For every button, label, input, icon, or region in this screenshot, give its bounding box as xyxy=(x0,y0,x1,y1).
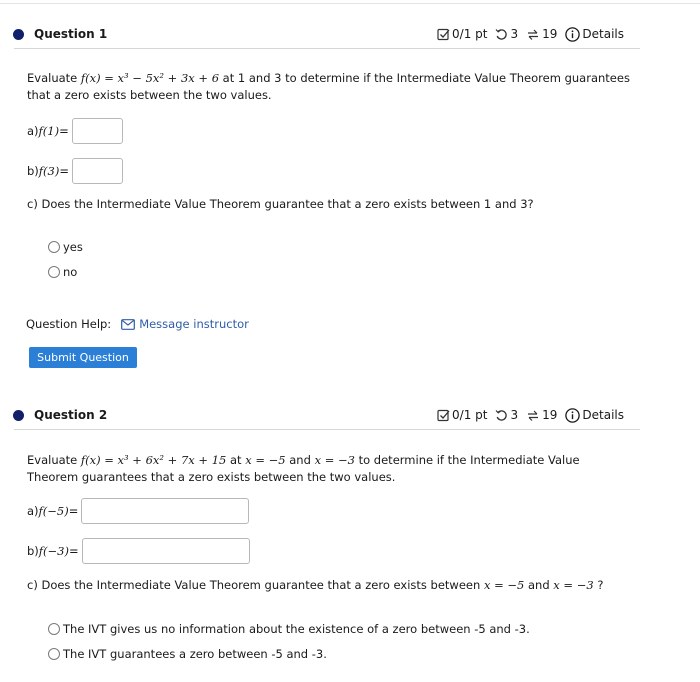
question-2-part-a xyxy=(27,498,249,524)
option-label: no xyxy=(63,265,78,279)
answer-input-a[interactable] xyxy=(81,498,249,524)
question-meta xyxy=(437,408,624,423)
question-2-part-c xyxy=(27,577,603,594)
radio-button[interactable] xyxy=(48,623,60,635)
retries-count: 3 xyxy=(510,408,519,422)
question-1-prompt xyxy=(27,70,630,87)
part-expression: f(−3) xyxy=(38,544,69,558)
equals-sign: = xyxy=(68,504,79,518)
question-2-part-b xyxy=(27,538,250,564)
details-link[interactable]: Details xyxy=(582,27,624,41)
question-2-header xyxy=(0,400,640,430)
mail-icon[interactable] xyxy=(121,319,135,330)
score-text: 0/1 pt xyxy=(452,408,488,422)
option-yes[interactable] xyxy=(48,240,83,254)
score-checkbox-icon xyxy=(437,409,450,422)
prompt-text: to determine if the Intermediate Value xyxy=(354,453,580,467)
answer-input-a[interactable] xyxy=(72,118,123,144)
top-divider xyxy=(0,3,700,4)
answer-input-b[interactable] xyxy=(82,538,250,564)
question-2-prompt-line2: Theorem guarantees that a zero exists between the two values. xyxy=(27,470,396,484)
part-label: a) xyxy=(27,124,39,138)
message-instructor-link[interactable]: Message instructor xyxy=(139,317,249,331)
equals-sign: = xyxy=(59,124,69,138)
radio-button[interactable] xyxy=(48,648,60,660)
header-divider xyxy=(14,48,640,49)
attempts-count: 19 xyxy=(542,408,558,422)
prompt-text: and xyxy=(285,453,315,467)
question-bullet-icon xyxy=(13,29,24,40)
header-divider xyxy=(14,429,640,430)
equals-sign: = xyxy=(59,164,69,178)
answer-input-b[interactable] xyxy=(72,158,123,184)
prompt-text: and xyxy=(524,578,554,592)
question-title: Question 2 xyxy=(34,408,108,422)
part-label: b) xyxy=(27,544,39,558)
option-no-information[interactable] xyxy=(48,622,530,636)
retries-count: 3 xyxy=(510,27,519,41)
function-expression: f(x) = x³ + 6x² + 7x + 15 xyxy=(80,453,227,467)
question-1-header xyxy=(0,19,640,49)
part-label: a) xyxy=(27,504,39,518)
question-1-part-b xyxy=(27,158,123,184)
prompt-text: Evaluate xyxy=(27,71,81,85)
retry-icon xyxy=(495,28,508,41)
equals-sign: = xyxy=(68,544,79,558)
part-expression: f(3) xyxy=(38,164,60,178)
question-1-part-c: c) Does the Intermediate Value Theorem guarantee that a zero exists between 1 and 3? xyxy=(27,197,534,211)
option-guarantees-zero[interactable] xyxy=(48,647,327,661)
question-meta xyxy=(437,27,624,42)
x-value-1: x = −5 xyxy=(245,453,286,467)
attempts-count: 19 xyxy=(542,27,558,41)
prompt-text: at xyxy=(226,453,246,467)
question-1-part-a xyxy=(27,118,123,144)
option-no[interactable] xyxy=(48,265,77,279)
details-link[interactable]: Details xyxy=(582,408,624,422)
question-help xyxy=(26,317,249,331)
question-1-prompt-line2: that a zero exists between the two values. xyxy=(27,88,272,102)
x-value-2: x = −3 xyxy=(314,453,355,467)
part-expression: f(1) xyxy=(38,124,60,138)
info-icon[interactable] xyxy=(565,27,580,42)
radio-button[interactable] xyxy=(48,241,60,253)
option-label: The IVT guarantees a zero between -5 and -3. xyxy=(63,647,327,661)
radio-button[interactable] xyxy=(48,266,60,278)
part-expression: f(−5) xyxy=(38,504,69,518)
function-expression: f(x) = x³ − 5x² + 3x + 6 xyxy=(80,71,220,85)
retry-icon xyxy=(495,409,508,422)
attempts-icon xyxy=(526,28,540,41)
option-label: The IVT gives us no information about the existence of a zero between -5 and -3. xyxy=(63,622,530,636)
question-bullet-icon xyxy=(13,410,24,421)
x-value-2: x = −3 xyxy=(553,578,594,592)
option-label: yes xyxy=(63,240,83,254)
part-label: b) xyxy=(27,164,39,178)
score-checkbox-icon xyxy=(437,28,450,41)
x-value-1: x = −5 xyxy=(483,578,525,592)
question-title: Question 1 xyxy=(34,27,108,41)
submit-question-button[interactable]: Submit Question xyxy=(29,347,137,368)
question-2-prompt xyxy=(27,452,580,469)
help-label: Question Help: xyxy=(26,317,112,331)
prompt-text: c) Does the Intermediate Value Theorem guarantee that a zero exists between xyxy=(27,578,484,592)
score-text: 0/1 pt xyxy=(452,27,488,41)
prompt-text: at 1 and 3 to determine if the Intermediate Value Theorem guarantees xyxy=(219,71,630,85)
info-icon[interactable] xyxy=(565,408,580,423)
prompt-text: ? xyxy=(593,578,604,592)
attempts-icon xyxy=(526,409,540,422)
prompt-text: Evaluate xyxy=(27,453,81,467)
